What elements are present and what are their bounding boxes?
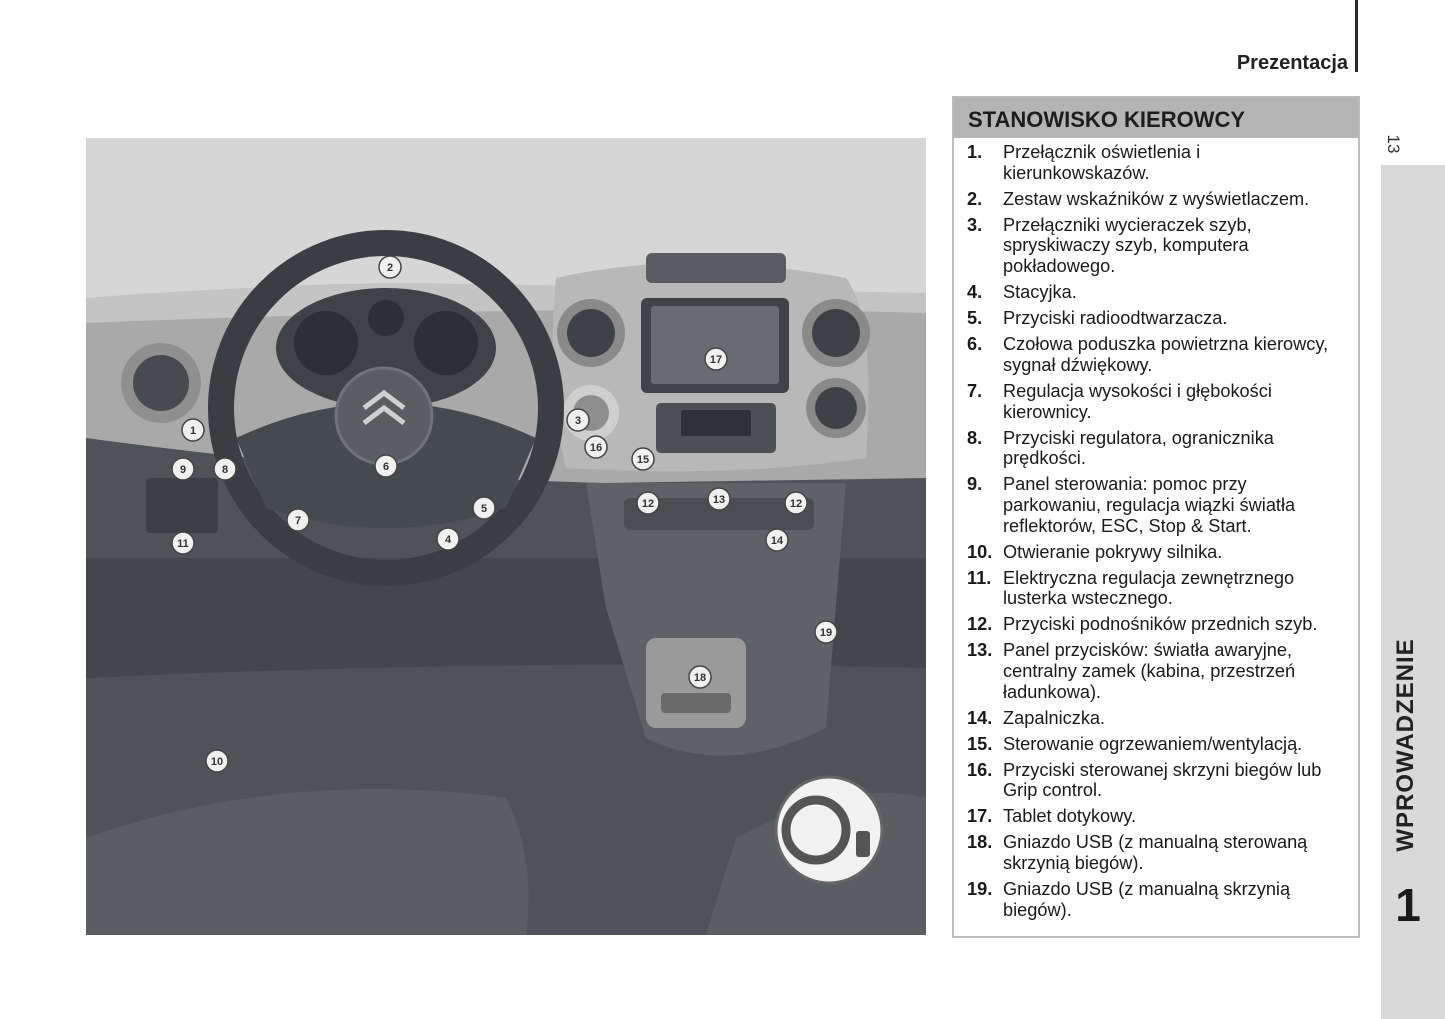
legend-item-number: 7. <box>967 380 983 401</box>
legend-item-text: Panel sterowania: pomoc przy parkowaniu, regulacja wiązki światła reflektorów, ESC, Stop & Start. <box>1003 474 1296 536</box>
legend-item-text: Czołowa poduszka powietrzna kierowcy, sygnał dźwiękowy. <box>1003 334 1329 375</box>
callout-13: 13 <box>712 494 726 506</box>
legend-list <box>954 138 1358 921</box>
legend-item <box>954 189 1358 210</box>
callout-12-left: 12 <box>641 498 655 510</box>
legend-item <box>954 568 1358 609</box>
legend-item-number: 16. <box>967 759 993 780</box>
callout-2: 2 <box>386 262 394 274</box>
legend-item-number: 9. <box>967 474 983 495</box>
legend-item-text: Gniazdo USB (z manualną skrzynią biegów). <box>1003 879 1291 920</box>
callout-7: 7 <box>294 515 302 527</box>
chapter-tab-text: WPROWADZENIE <box>1392 638 1419 852</box>
legend-item-text: Przyciski regulatora, ogranicznika prędkości. <box>1003 427 1274 469</box>
legend-item-text: Regulacja wysokości i głębokości kierownicy. <box>1003 380 1272 422</box>
legend-item <box>954 760 1358 801</box>
callout-9: 9 <box>179 464 187 476</box>
legend-item-number: 4. <box>967 282 983 303</box>
legend-item-text: Przyciski sterowanej skrzyni biegów lub Grip control. <box>1003 759 1322 801</box>
legend-item-number: 18. <box>967 832 993 853</box>
legend-item-text: Przyciski podnośników przednich szyb. <box>1003 614 1318 635</box>
callout-11: 11 <box>177 538 189 550</box>
legend-item <box>954 428 1358 469</box>
legend-item-text: Przyciski radioodtwarzacza. <box>1003 308 1228 329</box>
legend-item-number: 6. <box>967 334 983 355</box>
callout-17: 17 <box>709 354 723 366</box>
legend-item <box>954 734 1358 755</box>
callout-12-right: 12 <box>789 498 803 510</box>
legend-item-number: 1. <box>967 142 983 162</box>
legend-item-text: Panel przycisków: światła awaryjne, centralny zamek (kabina, przestrzeń ładunkowa). <box>1003 640 1296 702</box>
legend-item-number: 12. <box>967 614 993 635</box>
legend-item-number: 2. <box>967 188 983 209</box>
section-header: Prezentacja <box>1236 52 1348 74</box>
legend-item <box>954 474 1358 536</box>
legend-item <box>954 334 1358 375</box>
legend-item-number: 14. <box>967 707 993 728</box>
callout-19: 19 <box>819 627 833 639</box>
legend-item <box>954 282 1358 303</box>
callout-3: 3 <box>574 415 582 427</box>
callout-4: 4 <box>444 534 452 546</box>
legend-item-text: Gniazdo USB (z manualną sterowaną skrzynią biegów). <box>1003 832 1308 874</box>
legend-panel <box>952 96 1360 938</box>
legend-item <box>954 640 1358 702</box>
callout-15: 15 <box>636 454 650 466</box>
legend-item-text: Otwieranie pokrywy silnika. <box>1003 541 1223 562</box>
legend-item <box>954 215 1358 277</box>
page-number: 13 <box>1384 134 1403 154</box>
legend-item <box>954 879 1358 920</box>
legend-item-number: 11. <box>967 567 992 588</box>
callout-10: 10 <box>210 756 224 768</box>
legend-item <box>954 142 1358 183</box>
legend-item-text: Zestaw wskaźników z wyświetlaczem. <box>1003 188 1310 209</box>
legend-item-text: Stacyjka. <box>1003 282 1077 303</box>
callout-18: 18 <box>693 672 707 684</box>
legend-item <box>954 308 1358 329</box>
header-rule <box>1355 0 1358 72</box>
legend-item <box>954 542 1358 563</box>
legend-item <box>954 381 1358 422</box>
legend-item-text: Zapalniczka. <box>1003 707 1106 728</box>
legend-item-text: Elektryczna regulacja zewnętrznego lusterka wstecznego. <box>1003 567 1295 609</box>
callout-16: 16 <box>589 442 603 454</box>
callout-6: 6 <box>382 461 390 473</box>
callout-1: 1 <box>189 425 197 437</box>
legend-item <box>954 832 1358 873</box>
chapter-number: 1 <box>1395 879 1421 931</box>
legend-item-number: 8. <box>967 427 983 448</box>
legend-item-text: Sterowanie ogrzewaniem/wentylacją. <box>1003 733 1303 754</box>
legend-item-number: 15. <box>967 733 993 754</box>
legend-item <box>954 614 1358 635</box>
legend-item-text: Przełącznik oświetlenia i kierunkowskazów. <box>1003 142 1201 183</box>
legend-item <box>954 708 1358 729</box>
legend-item-number: 17. <box>967 806 993 827</box>
legend-item-number: 19. <box>967 879 993 900</box>
legend-item-text: Przełączniki wycieraczek szyb, spryskiwaczy szyb, komputera pokładowego. <box>1003 214 1252 277</box>
legend-item-number: 13. <box>967 640 993 661</box>
dashboard-illustration <box>86 138 926 935</box>
legend-item-number: 3. <box>967 214 983 235</box>
callout-14: 14 <box>770 535 784 547</box>
callout-8: 8 <box>221 464 229 476</box>
legend-title: STANOWISKO KIEROWCY <box>954 98 1358 138</box>
legend-item-text: Tablet dotykowy. <box>1003 806 1137 827</box>
legend-item-number: 5. <box>967 308 983 329</box>
legend-item-number: 10. <box>967 541 993 562</box>
legend-item <box>954 806 1358 827</box>
callout-5: 5 <box>480 503 488 515</box>
